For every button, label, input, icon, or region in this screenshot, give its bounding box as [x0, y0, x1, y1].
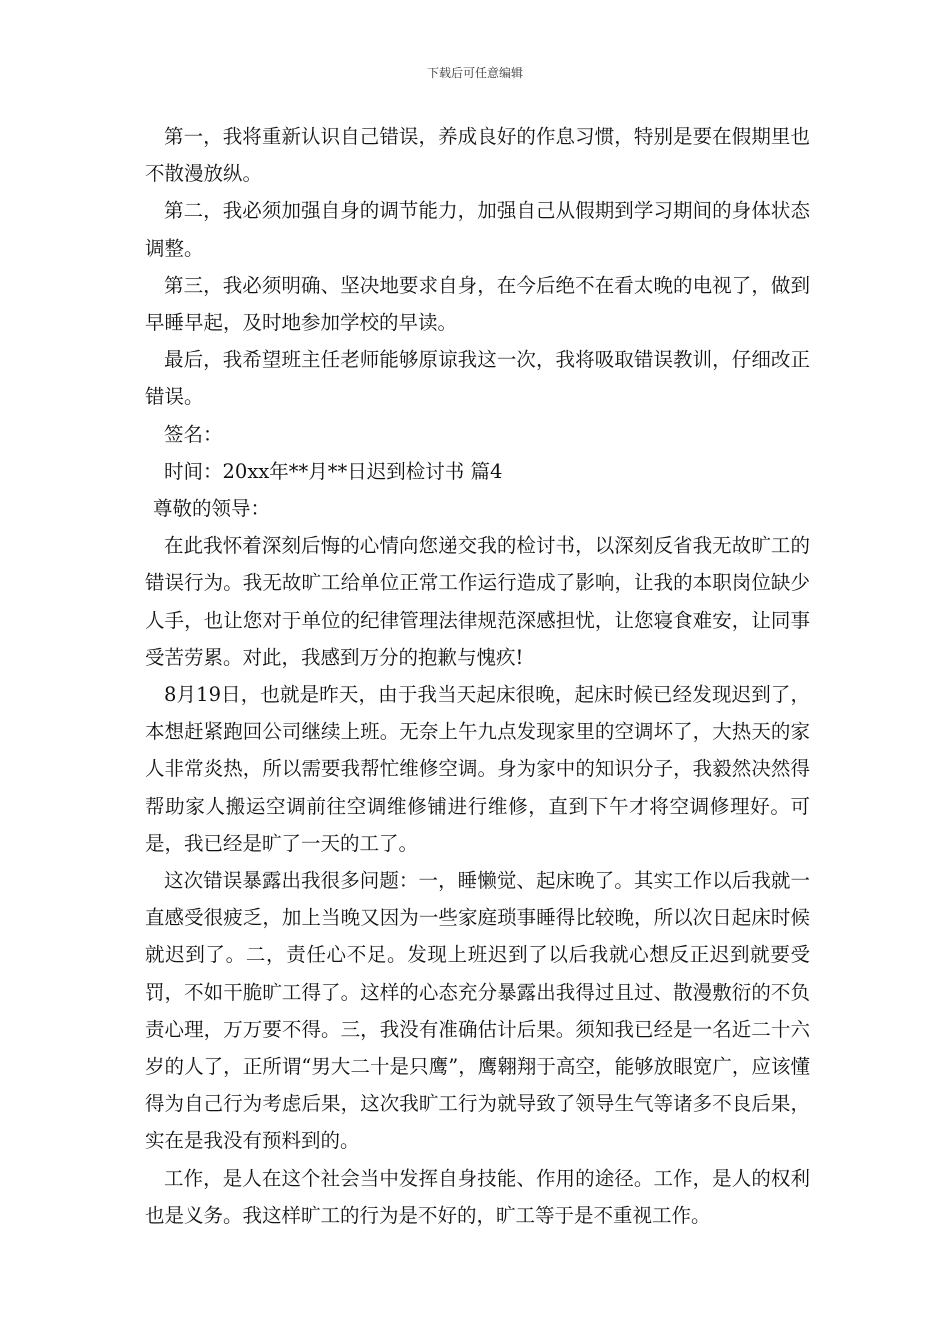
- document-body: [145, 118, 810, 1234]
- date-and-title-line: 时间：20xx年**月**日迟到检讨书 篇4: [164, 459, 503, 483]
- paragraph-third-point: 第三，我必须明确、坚决地要求自身，在今后绝不在看太晚的电视了，做到早睡早起，及时地参加学校的早读。: [145, 273, 810, 335]
- paragraph-incident: 8月19日，也就是昨天，由于我当天起床很晚，起床时候已经发现迟到了，本想赶紧跑回公司继续上班。无奈上午九点发现家里的空调坏了，大热天的家人非常炎热，所以需要我帮忙维修空调。身为家中的知识分子，我毅然决然得帮助家人搬运空调前往空调维修铺进行维修，直到下午才将空调修理好。可是，我已经是旷了一天的工了。: [145, 683, 810, 855]
- paragraph-problems: 这次错误暴露出我很多问题：一，睡懒觉、起床晚了。其实工作以后我就一直感受很疲乏，加上当晚又因为一些家庭琐事睡得比较晚，所以次日起床时候就迟到了。二，责任心不足。发现上班迟到了以后我就心想反正迟到就要受罚，不如干脆旷工得了。这样的心态充分暴露出我得过且过、散漫敷衍的不负责心理，万万要不得。三，我没有准确估计后果。须知我已经是一名近二十六岁的人了，正所谓“男大二十是只鹰”，鹰翱翔于高空，能够放眼宽广，应该懂得为自己行为考虑后果，这次我旷工行为就导致了领导生气等诸多不良后果，实在是我没有预料到的。: [145, 869, 810, 1153]
- paragraph-work-meaning: 工作，是人在这个社会当中发挥自身技能、作用的途径。工作，是人的权利也是义务。我这样旷工的行为是不好的，旷工等于是不重视工作。: [145, 1166, 810, 1227]
- salutation: 尊敬的领导：: [153, 497, 271, 521]
- paragraph-finally: 最后，我希望班主任老师能够原谅我这一次，我将吸取错误教训，仔细改正错误。: [145, 348, 810, 409]
- signature-label: 签名：: [164, 422, 223, 446]
- paragraph-second-point: 第二，我必须加强自身的调节能力，加强自己从假期到学习期间的身体状态调整。: [145, 199, 810, 260]
- paragraph-apology: 在此我怀着深刻后悔的心情向您递交我的检讨书，以深刻反省我无故旷工的错误行为。我无故旷工给单位正常工作运行造成了影响，让我的本职岗位缺少人手，也让您对于单位的纪律管理法律规范深感担忧，让您寝食难安，让同事受苦劳累。对此，我感到万分的抱歉与愧疚!: [145, 534, 810, 669]
- page-header: 下载后可任意编辑: [426, 66, 523, 80]
- paragraph-first-point: 第一，我将重新认识自己错误，养成良好的作息习惯，特别是要在假期里也不散漫放纵。: [145, 125, 810, 186]
